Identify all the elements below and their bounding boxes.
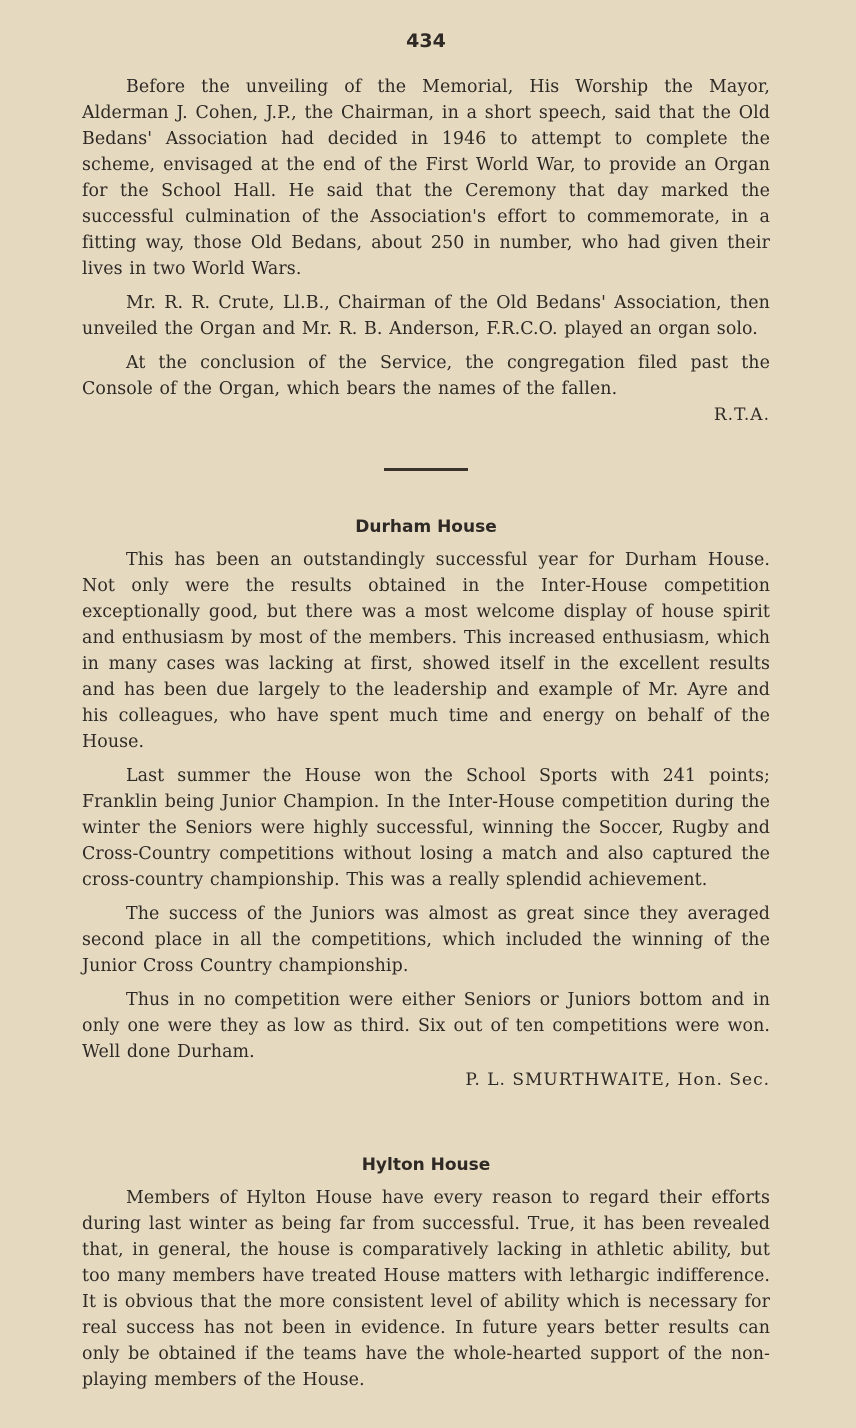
durham-house-section	[82, 517, 770, 1093]
durham-paragraph: The success of the Juniors was almost as great since they averaged second place in all the competitions, which included the winning of the Junior Cross Country championship.	[82, 904, 770, 976]
page-number: 434	[406, 30, 446, 52]
section-divider	[384, 468, 468, 471]
hylton-paragraph: Members of Hylton House have every reason to regard their efforts during last winter as being far from successful. True, it has been revealed that, in general, the house is comparatively lacking in athletic ability, but too many members have treated House matters with lethargic indifference. It is obvious that the more consistent level of ability which is necessary for real success has not been in evidence. In future years better results can only be obtained if the teams have the whole-hearted support of the non-playing members of the House.	[82, 1188, 770, 1390]
memorial-paragraph: Mr. R. R. Crute, Ll.B., Chairman of the Old Bedans' Association, then unveiled the Organ and Mr. R. B. Anderson, F.R.C.O. played an organ solo.	[82, 293, 770, 339]
durham-signature: P. L. SMURTHWAITE, Hon. Sec.	[465, 1070, 770, 1090]
durham-paragraph: This has been an outstandingly successful year for Durham House. Not only were the results obtained in the Inter-House competition exceptionally good, but there was a most welcome display of house spirit and enthusiasm by most of the members. This increased enthusiasm, which in many cases was lacking at first, showed itself in the excellent results and has been due largely to the leadership and example of Mr. Ayre and his colleagues, who have spent much time and energy on behalf of the House.	[82, 550, 770, 752]
memorial-paragraph: Before the unveiling of the Memorial, His Worship the Mayor, Alderman J. Cohen, J.P., the Chairman, in a short speech, said that the Old Bedans' Association had decided in 1946 to attempt to complete the scheme, envisaged at the end of the First World War, to provide an Organ for the School Hall. He said that the Ceremony that day marked the successful culmination of the Association's effort to commemorate, in a fitting way, those Old Bedans, about 250 in number, who had given their lives in two World Wars.	[82, 77, 770, 279]
memorial-section	[82, 74, 770, 428]
section-heading: Durham House	[355, 517, 497, 537]
memorial-signature: R.T.A.	[713, 405, 770, 425]
durham-paragraph: Thus in no competition were either Seniors or Juniors bottom and in only one were they as low as third. Six out of ten competitions were won. Well done Durham.	[82, 990, 770, 1062]
hylton-house-section	[82, 1155, 770, 1393]
section-heading: Hylton House	[361, 1155, 491, 1175]
memorial-paragraph: At the conclusion of the Service, the congregation filed past the Console of the Organ, which bears the names of the fallen.	[82, 353, 770, 399]
section-gap	[82, 1093, 770, 1155]
durham-paragraph: Last summer the House won the School Sports with 241 points; Franklin being Junior Champion. In the Inter-House competition during the winter the Seniors were highly successful, winning the Soccer, Rugby and Cross-Country competitions without losing a match and also captured the cross-country championship. This was a really splendid achievement.	[82, 766, 770, 890]
